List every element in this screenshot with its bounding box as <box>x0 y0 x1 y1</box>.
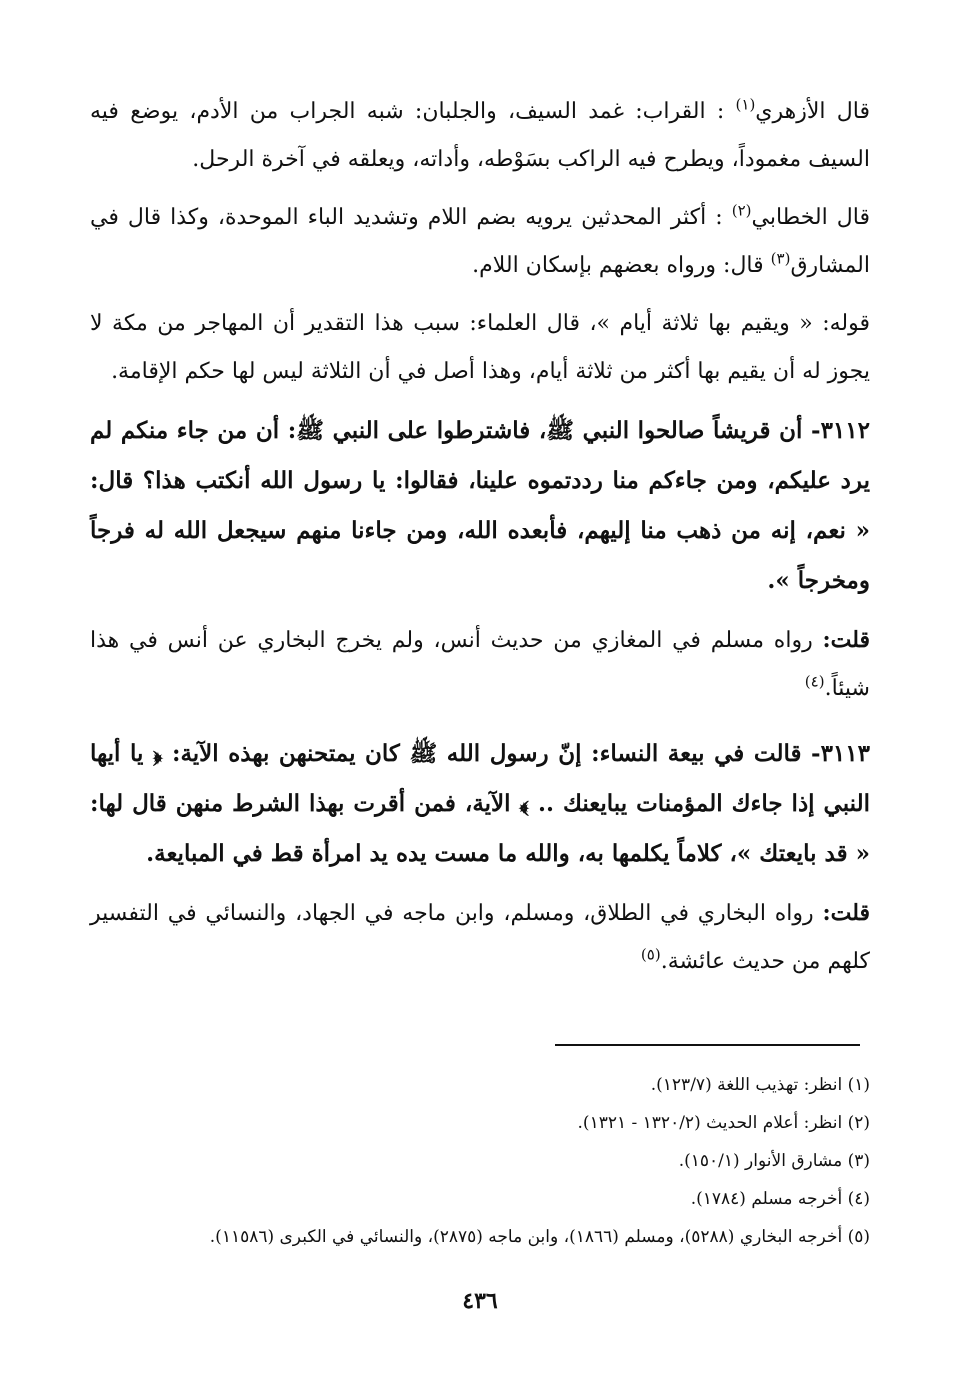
commentary-3112-lead: قلت: <box>822 627 871 653</box>
footnote-3: (٣) مشارق الأنوار (١٥٠/١). <box>678 1151 870 1171</box>
footnote-1: (١) انظر: تهذيب اللغة (١٢٣/٧). <box>650 1075 870 1095</box>
commentary-3113 <box>90 889 870 986</box>
footnote-2: (٢) انظر: أعلام الحديث (١٣٢٠/٢ - ١٣٢١). <box>577 1113 870 1133</box>
footnote-ref-2: (٢) <box>731 201 752 220</box>
footnote-divider <box>555 1044 860 1046</box>
commentary-3113-text: رواه البخاري في الطلاق، ومسلم، وابن ماجه في الجهاد، والنسائي في التفسير كلهم من حديث عائشة. <box>90 901 870 974</box>
paragraph-khattabi-rest: قال: ورواه بعضهم بإسكان اللام. <box>472 253 764 278</box>
commentary-3112-text: رواه مسلم في المغازي من حديث أنس، ولم يخرج البخاري عن أنس في هذا شيئاً. <box>90 628 870 701</box>
page-number: ٤٣٦ <box>462 1288 498 1314</box>
footnotes <box>90 1066 870 1256</box>
footnote-4: (٤) أخرجه مسلم (١٧٨٤). <box>690 1189 870 1209</box>
paragraph-khattabi-mid: : أكثر المحدثين يرويه بضم اللام وتشديد الباء الموحدة، وكذا قال في المشارق <box>90 205 870 278</box>
footnote-5: (٥) أخرجه البخاري (٥٢٨٨)، ومسلم (١٨٦٦)، وابن ماجه (٢٨٧٥)، والنسائي في الكبرى (١١٥٨٦). <box>209 1227 870 1247</box>
paragraph-qawluhu-text: قوله: « ويقيم بها ثلاثة أيام »، قال العلماء: سبب هذا التقدير أن المهاجر من مكة لا يجوز له أن يقيم بها أكثر من ثلاثة أيام، وهذا أصل في أن الثلاثة ليس لها حكم الإقامة. <box>90 311 870 384</box>
paragraph-azhari <box>90 88 870 184</box>
hadith-3112 <box>90 406 870 606</box>
commentary-3112 <box>90 616 870 713</box>
footnote-ref-3: (٣) <box>770 249 791 268</box>
footnote-ref-1: (١) <box>735 95 756 114</box>
paragraph-khattabi <box>90 194 870 290</box>
footnote-ref-4: (٤) <box>804 672 825 691</box>
hadith-3112-text: ٣١١٢- أن قريشاً صالحوا النبي ﷺ، فاشترطوا على النبي ﷺ: أن من جاء منكم لم يرد عليكم، ومن جاءكم منا رددتموه علينا، فقالوا: يا رسول الله أنكتب هذا؟ قال: « نعم، إنه من ذهب منا إليهم، فأبعده الله، ومن جاءنا منهم سيجعل الله له فرجاً ومخرجاً ». <box>90 417 870 594</box>
commentary-3113-lead: قلت: <box>822 900 870 926</box>
paragraph-khattabi-text: قال الخطابي <box>751 205 870 230</box>
footnote-ref-5: (٥) <box>640 945 661 964</box>
hadith-3113-text: ٣١١٣- قالت في بيعة النساء: إنّ رسول الله ﷺ كان يمتحنهن بهذه الآية: ﴿ يا أيها النبي إذا جاءك المؤمنات يبايعنك .. ﴾ الآية، فمن أقرت بهذا الشرط منهن قال لها: « قد بايعتك »، كلاماً يكلمها به، والله ما مست يده يد امرأة قط في المبايعة. <box>90 740 870 867</box>
main-text <box>90 88 870 996</box>
hadith-3113 <box>90 729 870 879</box>
paragraph-azhari-text: قال الأزهري <box>755 99 871 124</box>
paragraph-qawluhu <box>90 300 870 396</box>
paragraph-azhari-rest: : القراب: غمد السيف، والجلبان: شبه الجراب من الأدم، يوضع فيه السيف مغموداً، ويطرح فيه الراكب بسَوْطه، وأداته، ويعلقه في آخرة الرحل. <box>90 99 870 172</box>
